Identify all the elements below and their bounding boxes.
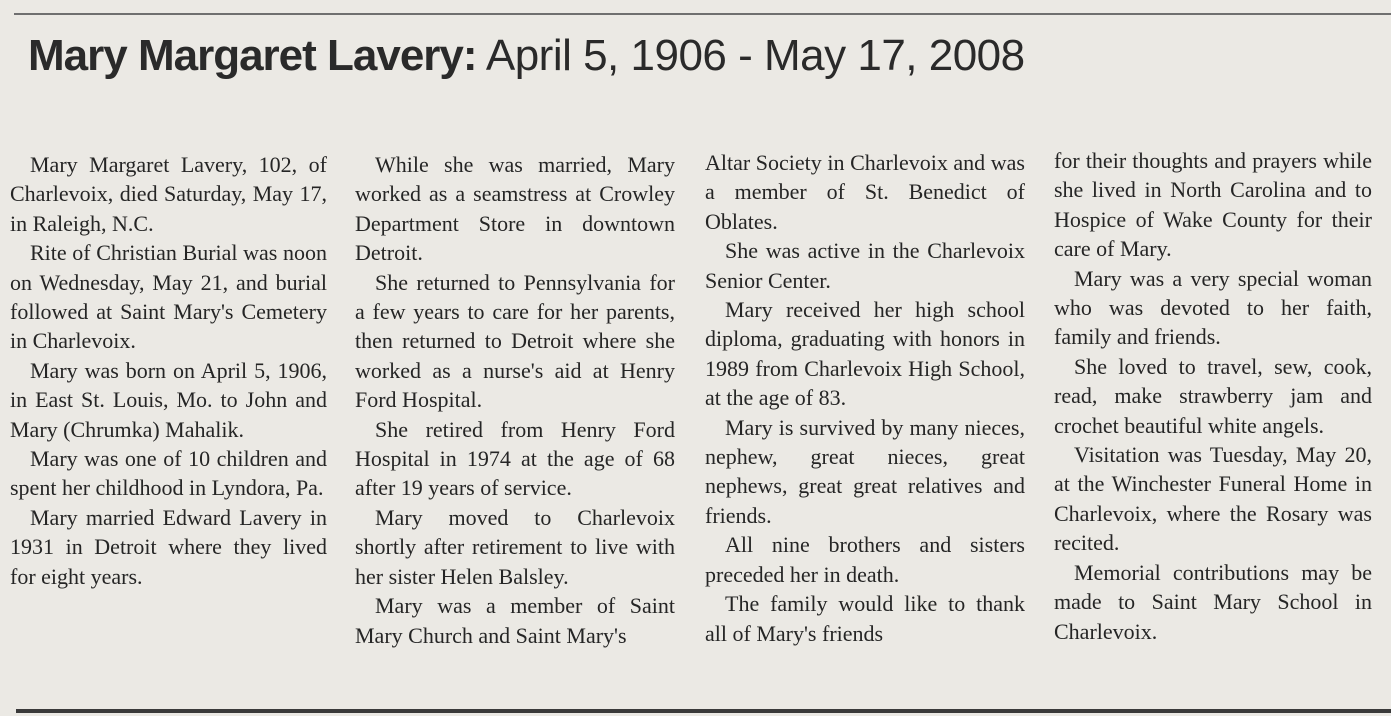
obituary-paragraph: Mary was one of 10 children and spent her childhood in Lyndora, Pa. [10, 446, 327, 501]
obituary-paragraph: Mary received her high school diploma, graduating with honors in 1989 from Charlevoix High School, at the age of 83. [705, 297, 1025, 411]
obituary-paragraph: Altar Society in Charlevoix and was a member of St. Benedict of Oblates. [705, 150, 1025, 234]
obituary-headline [28, 28, 1025, 84]
obituary-paragraph: She loved to travel, sew, cook, read, make strawberry jam and crochet beautiful white angels. [1054, 353, 1372, 438]
obituary-paragraph: While she was married, Mary worked as a seamstress at Crowley Department Store in downtown Detroit. [355, 152, 675, 266]
text-column-1 [10, 150, 327, 591]
bottom-rule [16, 709, 1391, 713]
obituary-paragraph: All nine brothers and sisters preceded her in death. [705, 532, 1025, 587]
obituary-paragraph: Memorial contributions may be made to Saint Mary School in Charlevoix. [1054, 559, 1372, 644]
obituary-paragraph: Mary is survived by many nieces, nephew, great nieces, great nephews, great great relatives and friends. [705, 414, 1025, 528]
headline-name: Mary Margaret Lavery: [28, 31, 477, 80]
headline-dates: April 5, 1906 - May 17, 2008 [485, 31, 1025, 80]
obituary-paragraph: Visitation was Tuesday, May 20, at the Winchester Funeral Home in Charlevoix, where the Rosary was recited. [1054, 442, 1372, 556]
top-rule [14, 13, 1391, 15]
text-column-3 [705, 148, 1025, 648]
obituary-paragraph: She returned to Pennsylvania for a few years to care for her parents, then returned to Detroit where she worked as a nurse's aid at Henry Ford Hospital. [355, 269, 675, 413]
obituary-paragraph: Mary Margaret Lavery, 102, of Charlevoix, died Saturday, May 17, in Raleigh, N.C. [10, 152, 327, 236]
text-column-4 [1054, 146, 1372, 646]
obituary-paragraph: Mary was born on April 5, 1906, in East St. Louis, Mo. to John and Mary (Chrumka) Mahalik. [10, 357, 327, 442]
obituary-paragraph: Mary moved to Charlevoix shortly after retirement to live with her sister Helen Balsley. [355, 504, 675, 589]
obituary-paragraph: Mary was a member of Saint Mary Church and Saint Mary's [355, 593, 675, 648]
obituary-paragraph: Mary was a very special woman who was devoted to her faith, family and friends. [1054, 265, 1372, 350]
obituary-paragraph: Mary married Edward Lavery in 1931 in Detroit where they lived for eight years. [10, 504, 327, 589]
obituary-paragraph: The family would like to thank all of Mary's friends [705, 591, 1025, 646]
obituary-paragraph: Rite of Christian Burial was noon on Wednesday, May 21, and burial followed at Saint Mary's Cemetery in Charlevoix. [10, 240, 327, 354]
text-column-2 [355, 150, 675, 650]
obituary-paragraph: She was active in the Charlevoix Senior Center. [705, 238, 1025, 293]
obituary-paragraph: for their thoughts and prayers while she lived in North Carolina and to Hospice of Wake County for their care of Mary. [1054, 148, 1372, 262]
obituary-paragraph: She retired from Henry Ford Hospital in 1974 at the age of 68 after 19 years of service. [355, 416, 675, 501]
